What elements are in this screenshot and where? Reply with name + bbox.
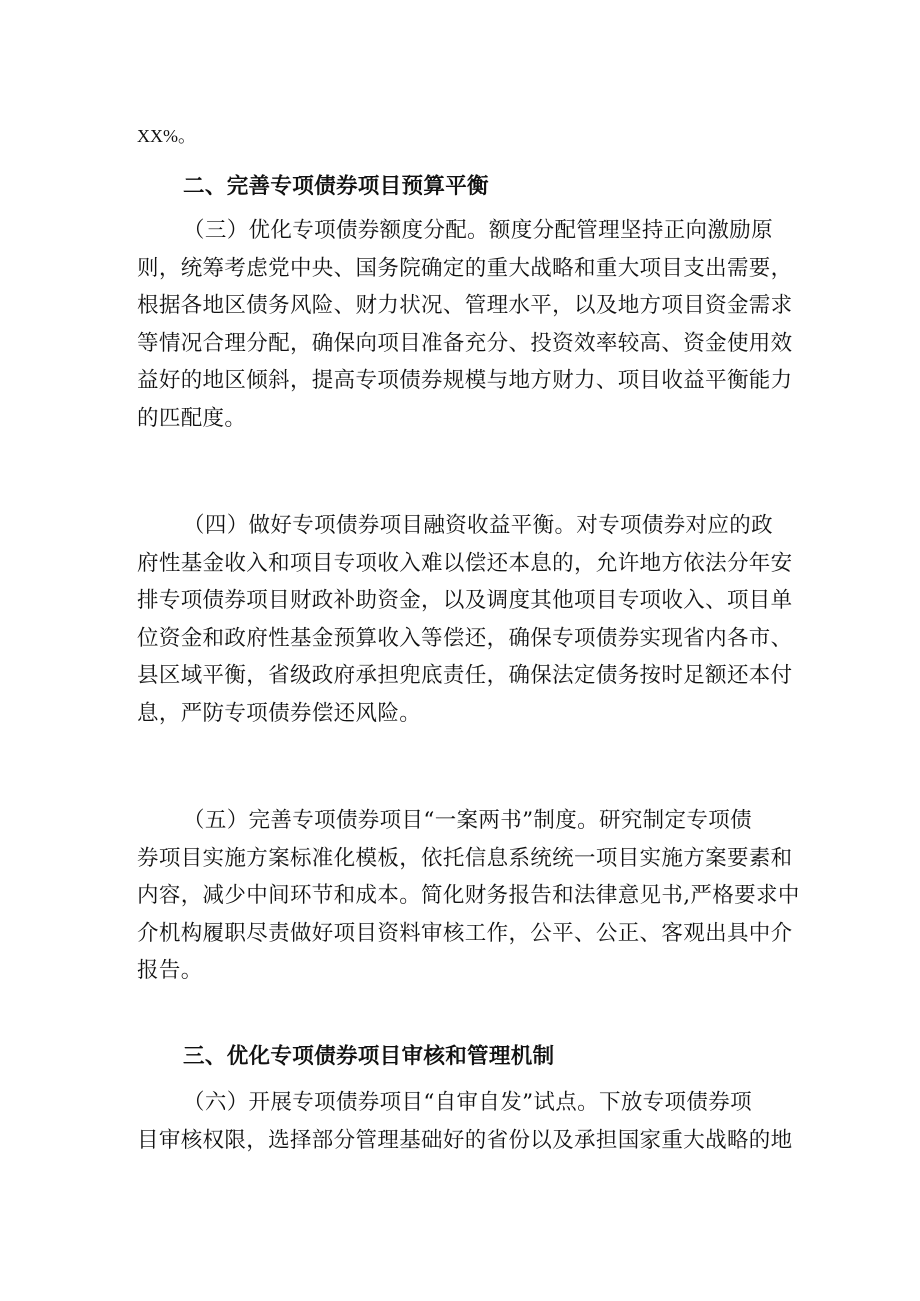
paragraph-line: 券项目实施方案标准化模板，依托信息系统统一项目实施方案要素和 xyxy=(137,845,793,871)
paragraph-line: 的匹配度。 xyxy=(137,405,247,431)
section-three-heading: 三、优化专项债券项目审核和管理机制 xyxy=(183,1044,555,1069)
paragraph-five xyxy=(137,802,800,990)
paragraph-line: 则，统筹考虑党中央、国务院确定的重大战略和重大项目支出需要， xyxy=(137,255,793,281)
paragraph-line: 排专项债券项目财政补助资金，以及调度其他项目专项收入、项目单 xyxy=(137,588,793,613)
paragraph-line: （三）优化专项债券额度分配。额度分配管理坚持正向激励原 xyxy=(183,218,773,243)
paragraph-line: （四）做好专项债券项目融资收益平衡。对专项债券对应的政 xyxy=(183,513,773,538)
paragraph-line: 位资金和政府性基金预算收入等偿还，确保专项债券实现省内各市、 xyxy=(137,625,793,651)
paragraph-line: 目审核权限，选择部分管理基础好的省份以及承担国家重大战略的地 xyxy=(137,1127,793,1153)
paragraph-line: 根据各地区债务风险、财力状况、管理水平，以及地方项目资金需求 xyxy=(137,293,793,318)
paragraph-line: （五）完善专项债券项目“一案两书”制度。研究制定专项债 xyxy=(183,808,752,833)
section-two-heading: 二、完善专项债券项目预算平衡 xyxy=(183,174,489,199)
paragraph-six xyxy=(137,1084,793,1159)
paragraph-line: 等情况合理分配，确保向项目准备充分、投资效率较高、资金使用效 xyxy=(137,330,793,356)
continued-fragment: XX%。 xyxy=(137,126,196,146)
paragraph-line: 府性基金收入和项目专项收入难以偿还本息的，允许地方依法分年安 xyxy=(137,550,793,576)
paragraph-three xyxy=(137,212,793,437)
paragraph-line: （六）开展专项债券项目“自审自发”试点。下放专项债券项 xyxy=(183,1090,752,1115)
paragraph-line: 县区域平衡，省级政府承担兜底责任，确保法定债务按时足额还本付 xyxy=(137,663,793,688)
paragraph-four xyxy=(137,507,793,732)
paragraph-line: 内容，减少中间环节和成本。简化财务报告和法律意见书,严格要求中 xyxy=(137,883,800,908)
paragraph-line: 介机构履职尽责做好项目资料审核工作，公平、公正、客观出具中介 xyxy=(137,920,793,946)
paragraph-line: 益好的地区倾斜，提高专项债券规模与地方财力、项目收益平衡能力 xyxy=(137,368,793,393)
paragraph-line: 报告。 xyxy=(137,958,203,983)
paragraph-line: 息，严防专项债券偿还风险。 xyxy=(137,700,422,726)
